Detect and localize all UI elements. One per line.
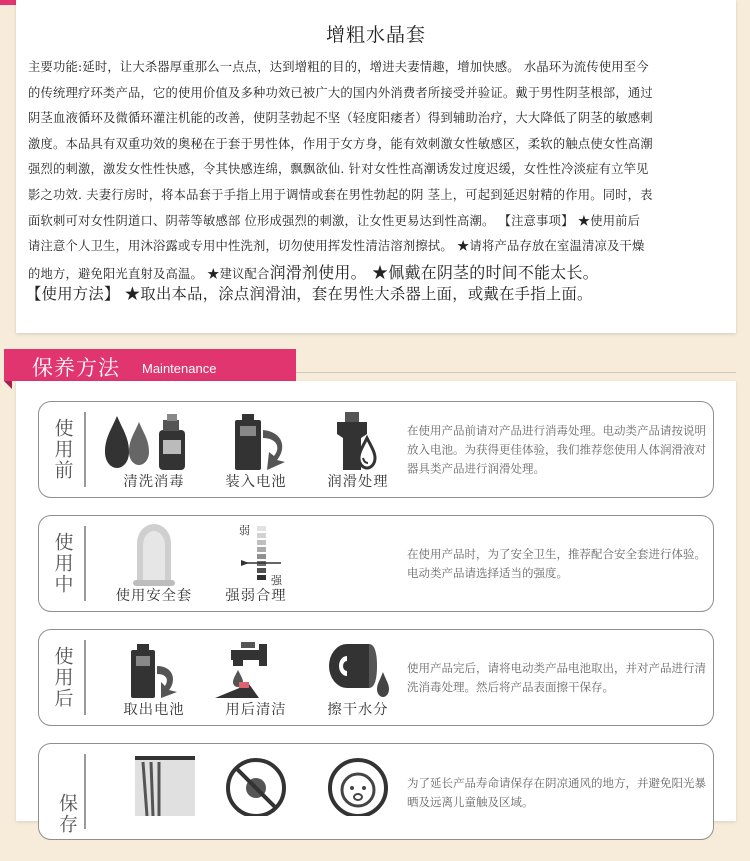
item-label: 清洗消毒 [123,474,185,490]
maintenance-row-during [38,515,714,612]
description-line: 请注意个人卫生，用沐浴露或专用中性洗剂，切勿使用挥发性清洁溶剂擦拭。 ★请将产品存放在室温清凉及干燥 [28,239,645,254]
maintenance-item [303,744,413,839]
maintenance-item [201,744,311,839]
faucet-icon [201,636,311,702]
row-separator [84,640,86,715]
description-line: 激度。本品具有双重功效的奥秘在于套于男性体，作用于女方身，能有效刺激女性敏感区，柔软的触点使女性高潮 [28,136,653,151]
row-description: 在使用产品时，为了安全卫生，推荐配合安全套进行体验。电动类产品请选择适当的强度。 [407,546,706,580]
item-label: 取出电池 [123,702,185,718]
description-line-start: 的地方，避免阳光直射及高温。 ★建议配合 [28,266,270,281]
maintenance-panel [16,381,736,835]
usage-instructions: 【使用方法】 ★取出本品，涂点润滑油，套在男性大杀器上面，或戴在手指上面。 [26,285,593,303]
intensity-scale-icon [201,522,311,588]
row-label: 使用前 [51,418,74,481]
maintenance-row-before [38,401,714,498]
product-description [28,55,738,287]
description-line: 影之功效. 夫妻行房时，将本品套于手指上用于调情或套在男性勃起的阴 茎上，可起到延迟射精的作用。同时，表 [28,187,653,202]
item-label: 强弱合理 [225,588,287,604]
row-label: 使用后 [51,646,74,709]
row-description: 在使用产品前请对产品进行消毒处理。电动类产品请按说明放入电池。为获得更佳体验，我们推荐您使用人体润滑液对器具类产品进行润滑处理。 [407,423,706,475]
maintenance-title: 保养方法 [32,356,120,380]
maintenance-item [303,402,413,497]
paper-roll-icon [303,636,413,702]
description-line: 阴茎血液循环及微循环灌注机能的改善，使阴茎勃起不坚（轻度阳痿者）得到辅助治疗，大大降低了阴茎的敏感刺 [28,111,653,126]
product-card [16,0,736,333]
spray-bottle-icon [99,408,209,474]
maintenance-item [201,402,311,497]
lubricant-icon [303,408,413,474]
description-line: 强烈的刺激，激发女性性快感，令其快感连绵，飘飘欲仙. 针对女性性高潮诱发过度迟缓，女性性冷淡症有立竿见 [28,162,649,177]
scale-strong-label: 强 [271,574,282,587]
item-label: 润滑处理 [327,474,389,490]
row-label: 保存 [56,792,78,835]
row-description: 为了延长产品寿命请保存在阴凉通风的地方，并避免阳光暴晒及远离儿童触及区域。 [407,776,706,809]
scale-weak-label: 弱 [239,524,250,537]
description-line-emphasis: 润滑剂使用。 ★佩戴在阴茎的时间不能太长。 [269,262,599,282]
item-label: 装入电池 [225,474,287,490]
row-separator [84,526,86,601]
section-divider [296,372,736,373]
remove-battery-icon [99,636,209,702]
item-label: 用后清洁 [225,702,287,718]
maintenance-row-after [38,629,714,726]
product-title: 增粗水晶套 [325,24,426,46]
description-line: 面软刺可对女性阴道口、阴蒂等敏感部 位形成强烈的刺激，让女性更易达到性高潮。 【注意事项】 ★使用前后 [28,213,641,228]
maintenance-item [99,630,209,725]
row-separator [84,412,86,487]
row-separator [84,754,86,829]
maintenance-item [99,744,209,839]
item-label: 擦干水分 [327,702,389,718]
maintenance-header [4,349,296,381]
condom-icon [99,522,209,588]
maintenance-item [99,516,209,611]
maintenance-subtitle: Maintenance [142,361,217,376]
maintenance-item [201,630,311,725]
item-label: 使用安全套 [115,588,193,604]
storage-icon [99,750,209,816]
maintenance-item [201,516,311,611]
no-sunlight-icon [201,750,311,816]
no-children-icon [303,750,413,816]
description-line: 的传统理疗环类产品，它的使用价值及多种功效已被广大的国内外消费者所接受并验证。戴于男性阴茎根部，通过 [28,85,653,100]
insert-battery-icon [201,408,311,474]
maintenance-item [303,630,413,725]
row-label: 使用中 [51,532,74,595]
maintenance-row-storage [38,743,714,840]
row-description: 使用产品完后，请将电动类产品电池取出，并对产品进行清洗消毒处理。然后将产品表面擦干保存。 [407,660,706,694]
description-line: 主要功能:延时，让大杀器厚重那么一点点，达到增粗的目的，增进夫妻情趣，增加快感。 水晶环为流传使用至今 [28,60,649,74]
maintenance-item [99,402,209,497]
